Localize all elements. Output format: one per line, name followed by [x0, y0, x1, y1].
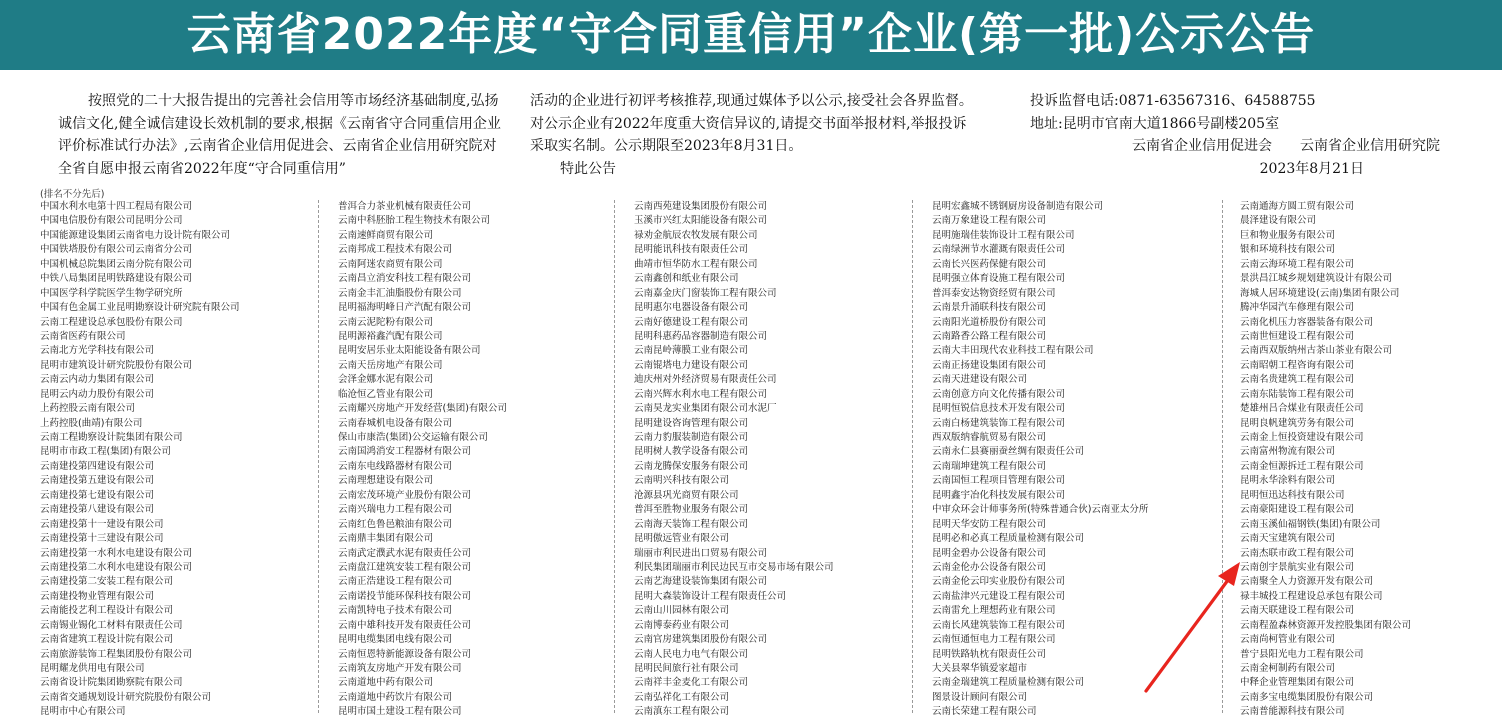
company-list-item: 云南春城机电设备有限公司 — [338, 417, 453, 429]
company-list-item: 云南昆岭薄膜工业有限公司 — [634, 345, 749, 357]
company-list-item: 云南昊龙实业集团有限公司水泥厂 — [634, 403, 777, 415]
company-list-item: 云南天进建设有限公司 — [932, 374, 1028, 386]
company-list-item: 云南力豹服装制造有限公司 — [634, 432, 749, 443]
company-list-item: 中国电信股份有限公司昆明分公司 — [40, 215, 183, 227]
company-list-item: 云南绿洲节水灌溉有限责任公司 — [932, 244, 1066, 256]
company-list-item: 云南宏茂环境产业股份有限公司 — [338, 489, 472, 501]
company-list-item: 会泽金娜水泥有限公司 — [338, 374, 434, 386]
company-list-item: 昆明树人教学设备有限公司 — [634, 446, 749, 458]
company-list-item: 昆明良帆建筑劳务有限公司 — [1240, 417, 1355, 429]
company-list-item: 昆明电缆集团电线有限公司 — [338, 634, 453, 646]
company-list-item: 云南天联建设工程有限公司 — [1240, 605, 1355, 617]
company-list-item: 云南鼎丰集团有限公司 — [338, 533, 434, 545]
company-list-item: 云南名贵建筑工程有限公司 — [1240, 374, 1355, 386]
company-list-item: 昆明福海明峰日产汽配有限公司 — [338, 302, 472, 314]
company-list-item: 曲靖市恒华防水工程有限公司 — [634, 258, 758, 270]
company-list-item: 云南北方光学科技有限公司 — [40, 345, 155, 357]
company-list-item: 沧源县巩光商贸有限公司 — [634, 489, 739, 501]
company-list-item: 云南耀兴房地产开发经营(集团)有限公司 — [338, 403, 507, 415]
company-list-item: 云南海天装饰工程有限公司 — [634, 518, 749, 530]
company-list-item: 云南世恒建设工程有限公司 — [1240, 330, 1355, 342]
company-list-item: 云南正浩建设工程有限公司 — [338, 576, 453, 588]
company-list-item: 云南兴瑞电力工程有限公司 — [338, 504, 453, 516]
company-list-column-2 — [338, 200, 638, 720]
company-list-item: 云南建投第二安装工程有限公司 — [40, 576, 174, 588]
company-list-item: 昆明建设咨询管理有限公司 — [634, 417, 749, 429]
company-list-item: 云南天宝建筑有限公司 — [1240, 533, 1336, 545]
company-list-item: 昆明大森装饰设计工程有限责任公司 — [634, 590, 787, 602]
company-list-item: 云南速鲜商贸有限公司 — [338, 229, 434, 241]
company-list-item: 中国医学科学院医学生物学研究所 — [40, 287, 183, 299]
company-list-column-5 — [1240, 200, 1502, 720]
company-list-item: 云南建投第八建设有限公司 — [40, 504, 155, 516]
company-list-item: 云南理想建设有限公司 — [338, 475, 434, 487]
company-list-item: 云南景升涌联科技有限公司 — [932, 302, 1047, 314]
page-title: 云南省2022年度“守合同重信用”企业(第一批)公示公告 — [186, 9, 1316, 60]
company-list-item: 中审众环会计师事务所(特殊普通合伙)云南亚太分所 — [932, 504, 1149, 516]
company-list-item: 云南国恒工程项目管理有限公司 — [932, 475, 1066, 487]
intro-paragraph-left — [58, 90, 502, 180]
company-list-item: 昆明强立体育设施工程有限公司 — [932, 273, 1066, 285]
company-list-item: 云南永仁县赛丽蚕丝绸有限责任公司 — [932, 446, 1085, 458]
company-list-item: 中国水利水电第十四工程局有限公司 — [40, 201, 193, 212]
company-list-item: 云南金伦云印实业股份有限公司 — [932, 576, 1066, 588]
company-list-item: 云南建投第五建设有限公司 — [40, 475, 155, 487]
company-list-item: 云南滇东工程有限公司 — [634, 706, 730, 718]
company-list-item: 中释企业管理集团有限公司 — [1240, 677, 1355, 689]
company-list-item: 云南中雄科技开发有限责任公司 — [338, 619, 472, 631]
company-list-item: 云南大丰田现代农业科技工程有限公司 — [932, 345, 1094, 357]
company-list-item: 昆明能讯科技有限责任公司 — [634, 244, 749, 256]
company-list-item: 云南雷允上理想药业有限公司 — [932, 605, 1056, 617]
company-list-item: 云南昌立消安科技工程有限公司 — [338, 273, 472, 285]
company-list-item: 大关县翠华镇爱家超市 — [932, 663, 1028, 674]
company-list-item: 云南工程建设总承包股份有限公司 — [40, 316, 183, 328]
company-list-column-3 — [634, 200, 934, 720]
company-list-item: 云南武定濮武水泥有限责任公司 — [338, 547, 472, 559]
company-list-item: 云南路香公路工程有限公司 — [932, 330, 1047, 342]
company-list-item: 云南嘉金庆门窗装饰工程有限公司 — [634, 287, 777, 299]
company-list-item: 昆明恒迅达科技有限公司 — [1240, 489, 1345, 501]
company-list-item: 云南长兴医药保健有限公司 — [932, 258, 1047, 270]
company-list-item: 昆明铁路轨枕有限责任公司 — [932, 648, 1047, 660]
company-list-item: 云南旅游装饰工程集团股份有限公司 — [40, 648, 193, 660]
company-list-item: 云南道地中药饮片有限公司 — [338, 691, 453, 703]
company-list-item: 云南长风建筑装饰工程有限公司 — [932, 619, 1066, 631]
company-list-item: 云南省设计院集团勘察院有限公司 — [40, 677, 183, 689]
company-list-item: 云南盘江建筑安装工程有限公司 — [338, 561, 472, 573]
company-list-item: 云南豪阳建设工程有限公司 — [1240, 504, 1355, 516]
company-list-item: 昆明宏鑫城不锈钢厨房设备制造有限公司 — [932, 201, 1104, 212]
company-list-item: 昆明永华涂料有限公司 — [1240, 475, 1336, 487]
company-list-item: 云南恒恩特新能源设备有限公司 — [338, 648, 472, 660]
company-list-item: 云南云内动力集团有限公司 — [40, 374, 155, 386]
company-list-item: 云南建投第十一建设有限公司 — [40, 518, 164, 530]
company-list-item: 云南锟塔电力建设有限公司 — [634, 359, 749, 371]
company-list-column-4 — [932, 200, 1232, 720]
company-list-item: 普宁县阳光电力工程有限公司 — [1240, 648, 1364, 660]
company-list-item: 昆明恒锐信息技术开发有限公司 — [932, 403, 1066, 415]
company-list-item: 云南聚全人力资源开发有限公司 — [1240, 576, 1374, 588]
company-list-item: 云南道地中药有限公司 — [338, 677, 434, 689]
company-list-item: 利民集团瑞丽市利民边民互市交易市场有限公司 — [634, 561, 834, 573]
company-list-item: 云南云海环境工程有限公司 — [1240, 258, 1355, 270]
company-list-item: 上药控股(曲靖)有限公司 — [40, 417, 143, 429]
company-list-item: 云南省建筑工程设计院有限公司 — [40, 634, 174, 646]
company-list-item: 云南白杨建筑装饰工程有限公司 — [932, 417, 1066, 429]
company-list-item: 中国有色金属工业昆明勘察设计研究院有限公司 — [40, 302, 240, 314]
company-list-item: 云南万象建设工程有限公司 — [932, 215, 1047, 227]
company-list-item: 临沧恒乙管业有限公司 — [338, 388, 434, 400]
company-list-item: 云南工程勘察设计院集团有限公司 — [40, 432, 183, 443]
company-list-item: 昆明云内动力股份有限公司 — [40, 388, 155, 400]
company-list-item: 银和环境科技有限公司 — [1240, 244, 1336, 256]
company-list-item: 昆明鑫宇冶化科技发展有限公司 — [932, 489, 1066, 501]
company-list-item: 云南化机压力容器装备有限公司 — [1240, 316, 1374, 328]
company-list-item: 云南尚柯管业有限公司 — [1240, 634, 1336, 646]
company-list-item: 昆明市中心有限公司 — [40, 706, 126, 718]
company-list-item: 云南创宇景航实业有限公司 — [1240, 561, 1355, 573]
company-list-item: 云南东电线路器材有限公司 — [338, 460, 453, 472]
company-list-item: 晨泽建设有限公司 — [1240, 215, 1317, 227]
company-list-item: 云南好德建设工程有限公司 — [634, 316, 749, 328]
company-list-item: 中国能源建设集团云南省电力设计院有限公司 — [40, 229, 231, 241]
company-list-item: 昆明施瑞佳装饰设计工程有限公司 — [932, 229, 1075, 241]
contact-block — [1030, 90, 1450, 180]
intro-text-left: 按照党的二十大报告提出的完善社会信用等市场经济基础制度,弘扬诚信文化,健全诚信建设长效机制的要求,根据《云南省守合同重信用企业评价标准试行办法》,云南省企业信用促进会、云南省企业信用研究院对全省自愿申报云南省2022年度“守合同重信用” — [58, 93, 501, 177]
company-list-item: 云南程盈森林资源开发控股集团有限公司 — [1240, 619, 1412, 631]
company-list-item: 云南云泥陀粉有限公司 — [338, 316, 434, 328]
company-list-item: 云南弘祥化工有限公司 — [634, 691, 730, 703]
intro-paragraph-middle — [530, 90, 974, 180]
company-list-item: 云南金柯制药有限公司 — [1240, 663, 1336, 674]
company-list-item: 云南昭朝工程咨询有限公司 — [1240, 359, 1355, 371]
company-list-item: 云南富州物流有限公司 — [1240, 446, 1336, 458]
special-notice: 特此公告 — [560, 160, 616, 177]
company-list-item: 云南多宝电缆集团股份有限公司 — [1240, 691, 1374, 703]
company-list-item: 玉溪市兴红太阳能设备有限公司 — [634, 215, 768, 227]
company-list-item: 昆明市建筑设计研究院股份有限公司 — [40, 359, 193, 371]
company-list-item: 云南祥丰金麦化工有限公司 — [634, 677, 749, 689]
company-list-item: 云南阳光道桥股份有限公司 — [932, 316, 1047, 328]
company-list-item: 云南金恒源拆迁工程有限公司 — [1240, 460, 1364, 472]
company-list-item: 云南诺投节能环保科技有限公司 — [338, 590, 472, 602]
company-list-item: 昆明必和必真工程质量检测有限公司 — [932, 533, 1085, 545]
company-list-item: 云南杰联市政工程有限公司 — [1240, 547, 1355, 559]
company-list-item: 云南普能源科技有限公司 — [1240, 706, 1345, 718]
company-list-item: 云南红色鲁邑粮油有限公司 — [338, 518, 453, 530]
company-list-item: 昆明市市政工程(集团)有限公司 — [40, 446, 171, 458]
company-list-item: 云南明兴科技有限公司 — [634, 475, 730, 487]
company-list-item: 海城人居环境建设(云南)集团有限公司 — [1240, 287, 1400, 299]
company-list-item: 云南西双版纳州古茶山茶业有限公司 — [1240, 345, 1393, 357]
company-list-item: 云南龙腾保安服务有限公司 — [634, 460, 749, 472]
company-list-item: 云南博泰药业有限公司 — [634, 619, 730, 631]
company-list-item: 云南锡业锡化工材料有限责任公司 — [40, 619, 183, 631]
company-list-item: 云南建投第七建设有限公司 — [40, 489, 155, 501]
company-list-column-1 — [40, 200, 340, 720]
company-list-item: 云南瑞坤建筑工程有限公司 — [932, 460, 1047, 472]
company-list-item: 图景设计顾问有限公司 — [932, 691, 1028, 703]
company-list-item: 云南金伦办公设备有限公司 — [932, 561, 1047, 573]
intro-text-middle: 活动的企业进行初评考核推荐,现通过媒体予以公示,接受社会各界监督。对公示企业有2022年度重大资信异议的,请提交书面举报材料,举报投诉采取实名制。公示期限至2023年8月31日。 — [530, 93, 973, 154]
company-list-item: 普洱至胜物业服务有限公司 — [634, 504, 749, 516]
company-list-item: 云南通海方圆工贸有限公司 — [1240, 201, 1355, 212]
company-list-item: 腾冲华园汽车修理有限公司 — [1240, 302, 1355, 314]
company-list-item: 昆明金碧办公设备有限公司 — [932, 547, 1047, 559]
company-list-item: 云南长荣建工程有限公司 — [932, 706, 1037, 718]
title-banner — [0, 0, 1502, 70]
company-list-item: 云南盐津兴元建设工程有限公司 — [932, 590, 1066, 602]
company-list-item: 楚雄州吕合煤业有限责任公司 — [1240, 403, 1364, 415]
company-list-item: 云南建投第一水利水电建设有限公司 — [40, 547, 193, 559]
company-list-item: 普洱泰安达物资经贸有限公司 — [932, 287, 1056, 299]
company-list-item: 云南建投第四建设有限公司 — [40, 460, 155, 472]
company-list-item: 云南建投第十三建设有限公司 — [40, 533, 164, 545]
company-list-item: 云南建投物业管理有限公司 — [40, 590, 155, 602]
company-list-item: 云南国鸿消安工程器材有限公司 — [338, 446, 472, 458]
company-list-item: 云南筑友房地产开发有限公司 — [338, 663, 462, 674]
company-list-item: 昆明源裕鑫汽配有限公司 — [338, 330, 443, 342]
company-list-item: 上药控股云南有限公司 — [40, 403, 136, 415]
ranking-note: (排名不分先后) — [40, 189, 105, 200]
company-list-item: 保山市康浩(集团)公交运输有限公司 — [338, 432, 488, 443]
company-list-item: 云南金瑞建筑工程质量检测有限公司 — [932, 677, 1085, 689]
company-list-item: 西双版纳睿航贸易有限公司 — [932, 432, 1047, 443]
company-list-item: 昆明惠尔电器设备有限公司 — [634, 302, 749, 314]
company-list-item: 禄丰城投工程建设总承包有限公司 — [1240, 590, 1383, 602]
company-list-item: 云南创意方向文化传播有限公司 — [932, 388, 1066, 400]
company-list-item: 云南金上恒投资建设有限公司 — [1240, 432, 1364, 443]
company-list-item: 昆明安居乐业太阳能设备有限公司 — [338, 345, 481, 357]
company-list-item: 中国铁塔股份有限公司云南省分公司 — [40, 244, 193, 256]
company-list-item: 昆明科惠药品容器制造有限公司 — [634, 330, 768, 342]
company-list-item: 禄劝金航辰农牧发展有限公司 — [634, 229, 758, 241]
company-list-item: 云南鑫创和纸业有限公司 — [634, 273, 739, 285]
address: 地址:昆明市官南大道1866号副楼205室 — [1030, 115, 1280, 132]
company-list-item: 云南邦成工程技术有限公司 — [338, 244, 453, 256]
company-list-item: 云南阿迷农商贸有限公司 — [338, 258, 443, 270]
company-list-item: 云南西苑建设集团股份有限公司 — [634, 201, 768, 212]
company-list-item: 景洪昌江城乡规划建筑设计有限公司 — [1240, 273, 1393, 285]
company-list-item: 云南凯特电子技术有限公司 — [338, 605, 453, 617]
company-list-item: 云南省交通规划设计研究院股份有限公司 — [40, 691, 212, 703]
signatories: 云南省企业信用促进会 云南省企业信用研究院 — [1132, 138, 1440, 154]
company-list-item: 昆明傲远管业有限公司 — [634, 533, 730, 545]
company-list-item: 云南中科胚胎工程生物技术有限公司 — [338, 215, 491, 227]
company-list-item: 迪庆州对外经济贸易有限责任公司 — [634, 374, 777, 386]
company-list-item: 云南人民电力电气有限公司 — [634, 648, 749, 660]
company-list-item: 云南能投艺利工程设计有限公司 — [40, 605, 174, 617]
company-list-item: 云南恒通恒电力工程有限公司 — [932, 634, 1056, 646]
company-list-item: 云南艺海建设装饰集团有限公司 — [634, 576, 768, 588]
company-list-item: 昆明天华安防工程有限公司 — [932, 518, 1047, 530]
company-list-item: 云南山川园林有限公司 — [634, 605, 730, 617]
company-list-item: 昆明耀龙供用电有限公司 — [40, 663, 145, 674]
company-list-item: 昆明民间旅行社有限公司 — [634, 663, 739, 674]
publish-date: 2023年8月21日 — [1259, 160, 1364, 177]
company-list-item: 云南兴辉水利水电工程有限公司 — [634, 388, 768, 400]
company-list-item: 普洱合力茶业机械有限责任公司 — [338, 201, 472, 212]
complaint-phone: 投诉监督电话:0871-63567316、64588755 — [1030, 93, 1316, 109]
company-list-item: 云南金丰汇油脂股份有限公司 — [338, 287, 462, 299]
company-list-item: 云南天岳房地产有限公司 — [338, 359, 443, 371]
company-list-item: 云南正扬建设集团有限公司 — [932, 359, 1047, 371]
company-list-item: 云南省医药有限公司 — [40, 330, 126, 342]
company-list-item: 瑞丽市利民进出口贸易有限公司 — [634, 547, 768, 559]
company-list-item: 中国机械总院集团云南分院有限公司 — [40, 258, 193, 270]
company-list-item: 云南玉溪仙福钢铁(集团)有限公司 — [1240, 518, 1381, 530]
company-list-item: 昆明市国土建设工程有限公司 — [338, 706, 462, 718]
company-list-item: 巨和物业服务有限公司 — [1240, 229, 1336, 241]
company-list-item: 云南官房建筑集团股份有限公司 — [634, 634, 768, 646]
company-list-item: 云南东陆装饰工程有限公司 — [1240, 388, 1355, 400]
company-list-item: 云南建投第二水利水电建设有限公司 — [40, 561, 193, 573]
company-list-item: 中铁八局集团昆明铁路建设有限公司 — [40, 273, 193, 285]
